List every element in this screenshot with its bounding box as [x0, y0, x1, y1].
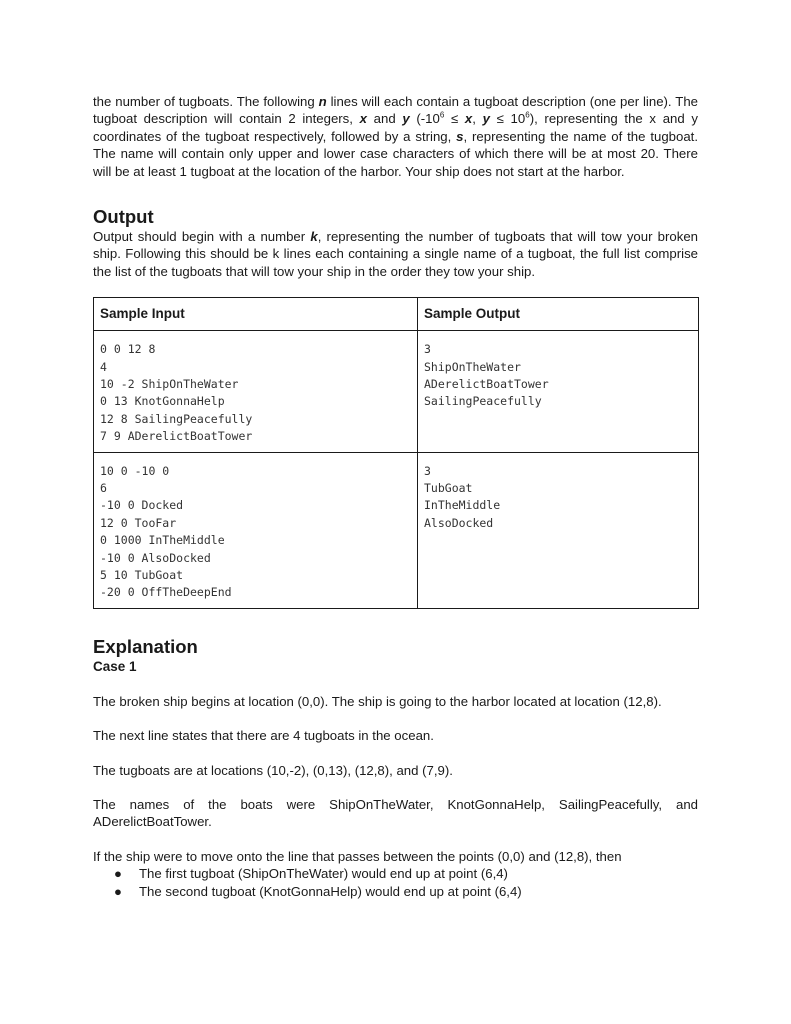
- output-line: 3: [424, 342, 431, 357]
- input-line: 4: [100, 359, 107, 374]
- var-y-2: y: [482, 111, 490, 127]
- sample-row-2: [94, 452, 699, 608]
- explanation-bullet-list: [93, 865, 698, 900]
- input-line: 0 13 KnotGonnaHelp: [100, 394, 225, 409]
- input-line: 6: [100, 480, 107, 495]
- sample-output-header: Sample Output: [418, 298, 699, 331]
- input-line: 12 0 TooFar: [100, 515, 177, 530]
- intro-text-rest: , representing the name of the tugboat. The name will contain only upper and lower case characters of which there will be at most 20. There will be at least 1 tugboat at the location of the harbor. Your ship does not start at the harbor.: [93, 128, 698, 179]
- output-heading: Output: [93, 206, 154, 228]
- explanation-paragraph-2: The next line states that there are 4 tugboats in the ocean.: [93, 728, 434, 744]
- intro-range-start: (-10: [409, 111, 440, 127]
- explanation-paragraph-5: If the ship were to move onto the line that passes between the points (0,0) and (12,8), then: [93, 848, 622, 864]
- output-line: SailingPeacefully: [424, 394, 542, 409]
- explanation-paragraph-3: The tugboats are at locations (10,-2), (0,13), (12,8), and (7,9).: [93, 762, 453, 778]
- bullet-dot-icon: ●: [114, 866, 122, 882]
- sample-input-header: Sample Input: [94, 298, 418, 331]
- var-n: n: [318, 94, 327, 109]
- input-description-paragraph: [93, 93, 698, 180]
- explanation-heading: Explanation: [93, 635, 198, 657]
- input-line: 10 -2 ShipOnTheWater: [100, 377, 239, 392]
- list-item: [114, 883, 698, 900]
- explanation-paragraph-1: The broken ship begins at location (0,0). The ship is going to the harbor located at location (12,8).: [93, 693, 662, 709]
- output-line: ADerelictBoatTower: [424, 377, 549, 392]
- case-label: Case 1: [93, 658, 137, 674]
- sample-row-1: [94, 331, 699, 452]
- input-line: -20 0 OffTheDeepEnd: [100, 585, 232, 600]
- input-line: 7 9 ADerelictBoatTower: [100, 429, 253, 444]
- intro-text-1: the number of tugboats. The following: [93, 94, 319, 109]
- var-s: s: [456, 128, 464, 144]
- var-x: x: [359, 111, 367, 127]
- bullet-dot-icon: ●: [114, 883, 122, 899]
- sample-output-cell-2: [418, 452, 699, 608]
- intro-text-and: and: [366, 111, 403, 127]
- input-line: 12 8 SailingPeacefully: [100, 411, 253, 426]
- input-line: 0 1000 InTheMiddle: [100, 533, 225, 548]
- input-line: -10 0 Docked: [100, 498, 184, 513]
- sample-input-cell-1: [94, 331, 418, 452]
- output-text-rest: , representing the number of tugboats that will tow your broken ship. Following this should be k lines each containing a single name of a tugboat, the full list comprise the list of the tugboats that will tow your ship in the order they tow your ship.: [93, 229, 699, 279]
- intro-range-end: ), representing the x and y coordinates of the tugboat respectively, followed by a string,: [93, 111, 698, 144]
- intro-le-1: ≤: [444, 111, 465, 127]
- exp-1: 6: [439, 111, 445, 121]
- var-x-2: x: [464, 111, 473, 127]
- intro-text-2: lines will each contain a tugboat description (one per line). The tugboat description will contain 2 integers,: [93, 94, 698, 127]
- bullet-text: The second tugboat (KnotGonnaHelp) would end up at point (6,4): [139, 883, 522, 899]
- output-line: 3: [424, 463, 431, 478]
- explanation-paragraph-4: The names of the boats were ShipOnTheWater, KnotGonnaHelp, SailingPeacefully, and ADerelictBoatTower.: [93, 796, 698, 830]
- output-description-paragraph: [93, 228, 698, 280]
- sample-input-cell-2: [94, 452, 418, 608]
- exp-2: 6: [525, 111, 530, 121]
- bullet-text: The first tugboat (ShipOnTheWater) would end up at point (6,4): [139, 866, 508, 882]
- sample-output-cell-1: [418, 331, 699, 452]
- input-line: 10 0 -10 0: [100, 463, 170, 478]
- output-line: AlsoDocked: [424, 515, 494, 530]
- var-k: k: [310, 229, 318, 245]
- output-line: ShipOnTheWater: [424, 359, 521, 374]
- list-item: [114, 865, 698, 882]
- sample-table: [93, 297, 699, 608]
- sample-table-header: [94, 298, 699, 331]
- input-line: 0 0 12 8: [100, 342, 156, 357]
- input-line: -10 0 AlsoDocked: [100, 550, 211, 565]
- intro-comma: ,: [472, 111, 483, 127]
- input-line: 5 10 TubGoat: [100, 567, 184, 582]
- var-y: y: [402, 111, 410, 127]
- output-line: InTheMiddle: [424, 498, 501, 513]
- output-line: TubGoat: [424, 480, 473, 495]
- intro-le-2: ≤ 10: [489, 111, 526, 127]
- document-page: [93, 91, 698, 900]
- output-text-1: Output should begin with a number: [93, 229, 311, 245]
